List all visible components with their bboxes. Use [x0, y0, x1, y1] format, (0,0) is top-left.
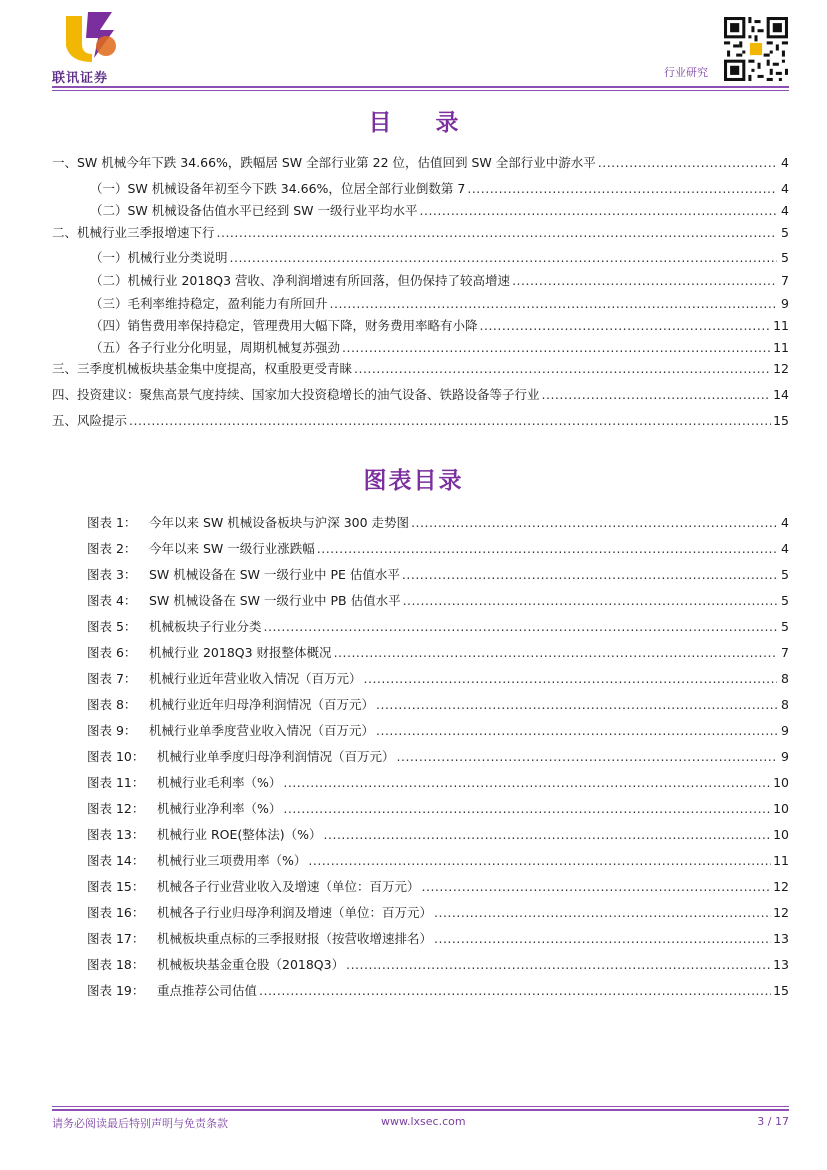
toc-entry-text: （二）机械行业 2018Q3 营收、净利润增速有所回落，但仍保持了较高增速 [90, 273, 511, 288]
footer-website-link[interactable]: www.lxsec.com [381, 1115, 466, 1128]
toc-leader [467, 181, 777, 196]
figure-entry[interactable] [87, 513, 789, 531]
toc-entry-page: 14 [773, 387, 789, 402]
toc-title: 目 录 [368, 110, 477, 136]
figure-label: 图表 4： [87, 593, 137, 608]
figure-label: 图表 12： [87, 801, 145, 816]
toc-leader [283, 775, 771, 790]
figure-entry[interactable] [87, 643, 789, 661]
toc-entry[interactable] [52, 385, 789, 403]
toc-leader [434, 931, 771, 946]
toc-leader [330, 296, 777, 311]
figure-entry-page: 5 [781, 593, 789, 608]
figure-entry-page: 12 [773, 905, 789, 920]
figure-entry-page: 13 [773, 931, 789, 946]
toc-entry-page: 4 [781, 155, 789, 170]
toc-entry-text: 四、投资建议：聚焦高景气度持续、国家加大投资稳增长的油气设备、铁路设备等子行业 [52, 387, 540, 402]
toc-leader [283, 801, 771, 816]
figure-entry-page: 8 [781, 671, 789, 686]
toc-entry-text: 一、SW 机械今年下跌 34.66%，跌幅居 SW 全部行业第 22 位，估值回到 SW 全部行业中游水平 [52, 155, 596, 170]
toc-entry-text: 三、三季度机械板块基金集中度提高，权重股更受青睐 [52, 361, 353, 376]
toc-entry-text: （三）毛利率维持稳定，盈利能力有所回升 [90, 296, 328, 311]
figure-label: 图表 6： [87, 645, 137, 660]
figure-label: 图表 14： [87, 853, 145, 868]
logo-mark-icon [58, 8, 124, 64]
figure-entry-text: 机械板块重点标的三季报财报（按营收增速排名） [157, 931, 433, 946]
toc-leader [512, 273, 777, 288]
footer-divider-thin [52, 1106, 789, 1107]
figure-entry[interactable] [87, 591, 789, 609]
toc-entry-page: 7 [781, 273, 789, 288]
figure-entry-text: 机械行业单季度营业收入情况（百万元） [149, 723, 375, 738]
figure-entry-text: 机械行业近年归母净利润情况（百万元） [149, 697, 375, 712]
toc-entry[interactable] [90, 201, 789, 219]
figure-entry-text: 机械行业净利率（%） [157, 801, 282, 816]
toc-entry-text: （五）各子行业分化明显，周期机械复苏强劲 [90, 340, 341, 355]
footer-divider [52, 1109, 789, 1111]
figure-entry-text: 机械行业单季度归母净利润情况（百万元） [157, 749, 395, 764]
figure-index-title: 图表目录 [363, 468, 464, 494]
figure-entry-page: 10 [773, 827, 789, 842]
toc-leader [217, 225, 777, 240]
figure-entry[interactable] [87, 929, 789, 947]
toc-entry-page: 12 [773, 361, 789, 376]
toc-leader [598, 155, 777, 170]
figure-label: 图表 9： [87, 723, 137, 738]
figure-label: 图表 13： [87, 827, 145, 842]
figure-entry-text: 今年以来 SW 一级行业涨跌幅 [149, 541, 315, 556]
toc-entry-page: 15 [773, 413, 789, 428]
figure-entry[interactable] [87, 721, 789, 739]
figure-entry[interactable] [87, 981, 789, 999]
toc-leader [376, 723, 777, 738]
figure-entry-page: 8 [781, 697, 789, 712]
toc-entry-text: 二、机械行业三季报增速下行 [52, 225, 215, 240]
figure-entry[interactable] [87, 747, 789, 765]
figure-entry[interactable] [87, 851, 789, 869]
toc-leader [230, 250, 777, 265]
figure-entry[interactable] [87, 773, 789, 791]
figure-entry-page: 10 [773, 775, 789, 790]
toc-entry-text: （一）机械行业分类说明 [90, 250, 228, 265]
toc-entry-page: 5 [781, 225, 789, 240]
figure-entry-text: 机械各子行业归母净利润及增速（单位：百万元） [157, 905, 433, 920]
figure-entry[interactable] [87, 877, 789, 895]
figure-entry-page: 15 [773, 983, 789, 998]
company-logo [52, 8, 132, 86]
figure-label: 图表 10： [87, 749, 145, 764]
figure-entry-text: 机械行业毛利率（%） [157, 775, 282, 790]
figure-entry-text: 机械行业近年营业收入情况（百万元） [149, 671, 362, 686]
figure-entry-page: 9 [781, 749, 789, 764]
toc-entry[interactable] [52, 359, 789, 377]
figure-entry-page: 10 [773, 801, 789, 816]
toc-leader [542, 387, 772, 402]
figure-label: 图表 19： [87, 983, 145, 998]
toc-entry-text: （二）SW 机械设备估值水平已经到 SW 一级行业平均水平 [90, 203, 418, 218]
figure-label: 图表 11： [87, 775, 145, 790]
figure-entry-page: 9 [781, 723, 789, 738]
figure-entry-page: 12 [773, 879, 789, 894]
toc-entry[interactable] [52, 411, 789, 429]
toc-entry[interactable] [90, 248, 789, 266]
toc-leader [324, 827, 772, 842]
toc-entry-text: （四）销售费用率保持稳定，管理费用大幅下降，财务费用率略有小降 [90, 318, 478, 333]
toc-leader [354, 361, 771, 376]
toc-entry-text: 五、风险提示 [52, 413, 128, 428]
figure-entry-page: 13 [773, 957, 789, 972]
figure-entry-page: 5 [781, 567, 789, 582]
figure-label: 图表 7： [87, 671, 137, 686]
toc-entry[interactable] [90, 294, 789, 312]
toc-leader [346, 957, 771, 972]
toc-leader [308, 853, 771, 868]
toc-leader [434, 905, 771, 920]
toc-leader [376, 697, 777, 712]
figure-entry-page: 7 [781, 645, 789, 660]
toc-leader [422, 879, 772, 894]
footer-page-number: 3 / 17 [757, 1115, 789, 1128]
header-divider [52, 86, 789, 88]
figure-entry-text: 机械行业 2018Q3 财报整体概况 [149, 645, 332, 660]
figure-entry[interactable] [87, 799, 789, 817]
figure-entry-page: 4 [781, 541, 789, 556]
figure-entry-page: 11 [773, 853, 789, 868]
toc-entry-page: 4 [781, 203, 789, 218]
header-divider-thin [52, 90, 789, 91]
figure-entry-text: 机械板块子行业分类 [149, 619, 262, 634]
figure-entry[interactable] [87, 669, 789, 687]
toc-leader [420, 203, 777, 218]
toc-entry[interactable] [90, 179, 789, 197]
figure-entry[interactable] [87, 617, 789, 635]
toc-entry[interactable] [52, 223, 789, 241]
toc-leader [334, 645, 777, 660]
figure-entry[interactable] [87, 565, 789, 583]
toc-leader [364, 671, 777, 686]
figure-entry[interactable] [87, 825, 789, 843]
toc-leader [342, 340, 771, 355]
toc-leader [317, 541, 777, 556]
figure-label: 图表 8： [87, 697, 137, 712]
figure-entry[interactable] [87, 539, 789, 557]
toc-leader [402, 567, 777, 582]
logo-text: 联讯证券 [52, 71, 109, 86]
figure-entry-page: 4 [781, 515, 789, 530]
figure-label: 图表 18： [87, 957, 145, 972]
toc-leader [411, 515, 777, 530]
toc-leader [259, 983, 771, 998]
toc-entry-page: 4 [781, 181, 789, 196]
report-type-label: 行业研究 [664, 66, 708, 79]
figure-entry-text: 今年以来 SW 机械设备板块与沪深 300 走势图 [149, 515, 410, 530]
toc-entry-page: 11 [773, 318, 789, 333]
figure-entry[interactable] [87, 903, 789, 921]
figure-entry-text: 机械板块基金重仓股（2018Q3） [157, 957, 345, 972]
footer-disclaimer-link[interactable]: 请务必阅读最后特别声明与免责条款 [52, 1117, 228, 1130]
toc-leader [403, 593, 777, 608]
toc-entry[interactable] [90, 316, 789, 334]
toc-leader [264, 619, 777, 634]
figure-label: 图表 1： [87, 515, 137, 530]
toc-entry[interactable] [90, 271, 789, 289]
figure-label: 图表 2： [87, 541, 137, 556]
toc-entry-text: （一）SW 机械设备年初至今下跌 34.66%，位居全部行业倒数第 7 [90, 181, 466, 196]
figure-entry[interactable] [87, 955, 789, 973]
figure-label: 图表 3： [87, 567, 137, 582]
toc-entry[interactable] [52, 153, 789, 171]
figure-entry-text: 机械行业 ROE(整体法)（%） [157, 827, 322, 842]
qr-code-icon [724, 17, 788, 81]
figure-label: 图表 17： [87, 931, 145, 946]
toc-entry-page: 11 [773, 340, 789, 355]
figure-entry[interactable] [87, 695, 789, 713]
figure-entry-text: 重点推荐公司估值 [157, 983, 258, 998]
figure-entry-page: 5 [781, 619, 789, 634]
toc-leader [480, 318, 772, 333]
figure-label: 图表 16： [87, 905, 145, 920]
toc-entry-page: 9 [781, 296, 789, 311]
toc-entry[interactable] [90, 338, 789, 356]
toc-leader [397, 749, 777, 764]
figure-entry-text: SW 机械设备在 SW 一级行业中 PB 估值水平 [149, 593, 401, 608]
figure-entry-text: 机械各子行业营业收入及增速（单位：百万元） [157, 879, 420, 894]
figure-label: 图表 5： [87, 619, 137, 634]
toc-entry-page: 5 [781, 250, 789, 265]
figure-entry-text: SW 机械设备在 SW 一级行业中 PE 估值水平 [149, 567, 400, 582]
figure-label: 图表 15： [87, 879, 145, 894]
toc-leader [129, 413, 771, 428]
page-header [0, 0, 827, 95]
figure-entry-text: 机械行业三项费用率（%） [157, 853, 307, 868]
